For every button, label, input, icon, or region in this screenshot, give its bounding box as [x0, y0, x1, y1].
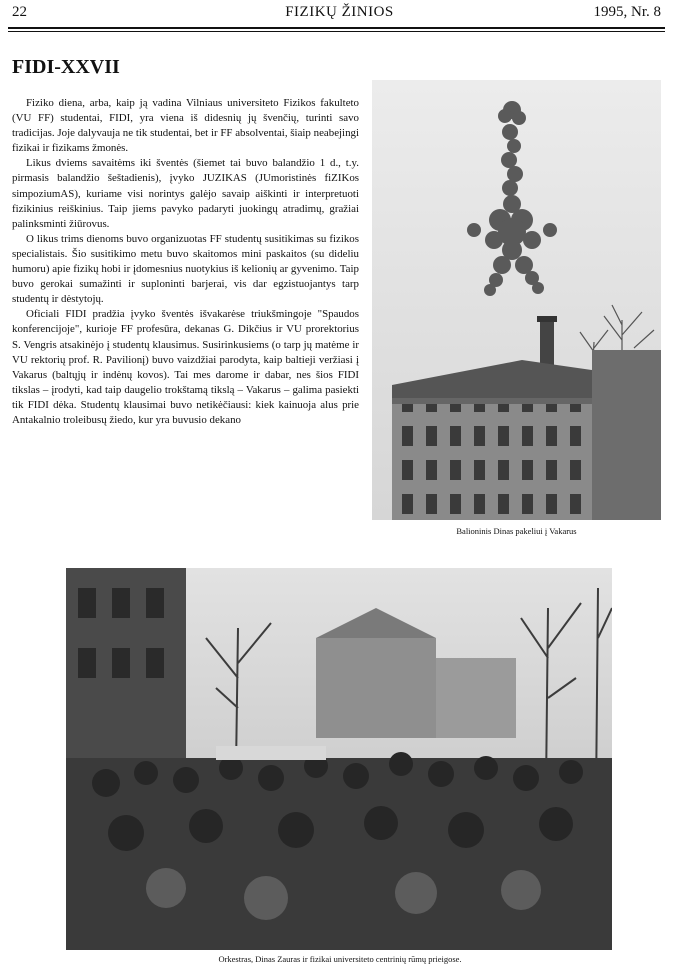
paragraph-4: Oficiali FIDI pradžia įvyko šventės išvakarėse triukšmingoje "Spaudos konferencijoje", kurioje FF profesūra, dekanas G. Dikčius ir VU prorektorius S. Vengris atsakinėjo į studentų klausimus. Susirinkusiems (o tarp jų matėme ir VU rektorių prof. R. Pavilionį) buvo vaizdžiai parodyta, kaip baltieji veržiasi į Vakarus (baltųjų ir indėnų kovos). Tai mes darome ir dabar, nes šios FIDI tikslas – įrodyti, kad taip daugelio trokštamą tikslą – Vakarus – galima pasiekti tik FIDI dėka. Studentų klausimai buvo netikėčiausi: kiek kainuoja alus prie Antakalnio troleibusų žiedo, kur yra buvusio dekano	[12, 308, 359, 426]
journal-title: FIZIKŲ ŽINIOS	[285, 4, 394, 20]
page-header	[0, 0, 679, 36]
page-number: 22	[12, 4, 27, 20]
article-body	[12, 96, 359, 428]
photo2-caption: Orkestras, Dinas Zauras ir fizikai universiteto centrinių rūmų prieigose.	[218, 954, 462, 964]
header-rule-thin	[8, 31, 665, 32]
photo1-caption: Balioninis Dinas pakeliui į Vakarus	[456, 526, 577, 536]
issue-number: 1995, Nr. 8	[593, 4, 661, 20]
paragraph-2: Likus dviems savaitėms iki šventės (šiemet tai buvo balandžio 1 d., t.y. pirmasis balandžio šeštadienis), įvyko JUZIKAS (JUmoristinės fiZIKos simpoziumAS), kuriame visi norintys galėjo savaip aiškinti ir interpretuoti fizikinius reiškinius. Taip jiems pavyko padaryti juokingų atradimų, gražiai palinksminti žiūrovus.	[12, 157, 359, 230]
crowd-street-photo	[66, 568, 612, 950]
article-title: FIDI-XXVII	[12, 56, 120, 78]
paragraph-3: O likus trims dienoms buvo organizuotas FF studentų susitikimas su fizikos specialistais. Šio susitikimo metu buvo skaitomos mini paskaitos (su dideliu humoru) apie fizikų hobi ir įdomesnius nuotykius iš kelionių ar gyvenimo. Taip buvo gerokai sumažinti ir suploninti barjerai, vis dar egzistuojantys tarp studentų ir dėstytojų.	[12, 232, 359, 306]
header-rule	[8, 27, 665, 29]
balloon-dinosaur-illustration	[372, 80, 661, 520]
balloon-dinosaur-photo	[372, 80, 661, 520]
paragraph-1: Fiziko diena, arba, kaip ją vadina Vilniaus universiteto Fizikos fakulteto (VU FF) studentai, FIDI, yra viena iš didesnių jų švenčių, turinti savo tradicijas. Joje dalyvauja ne tik studentai, bet ir FF absolventai, šiaip neabejingi fizikai ir fizikams žmonės.	[12, 97, 359, 155]
crowd-street-illustration	[66, 568, 612, 950]
